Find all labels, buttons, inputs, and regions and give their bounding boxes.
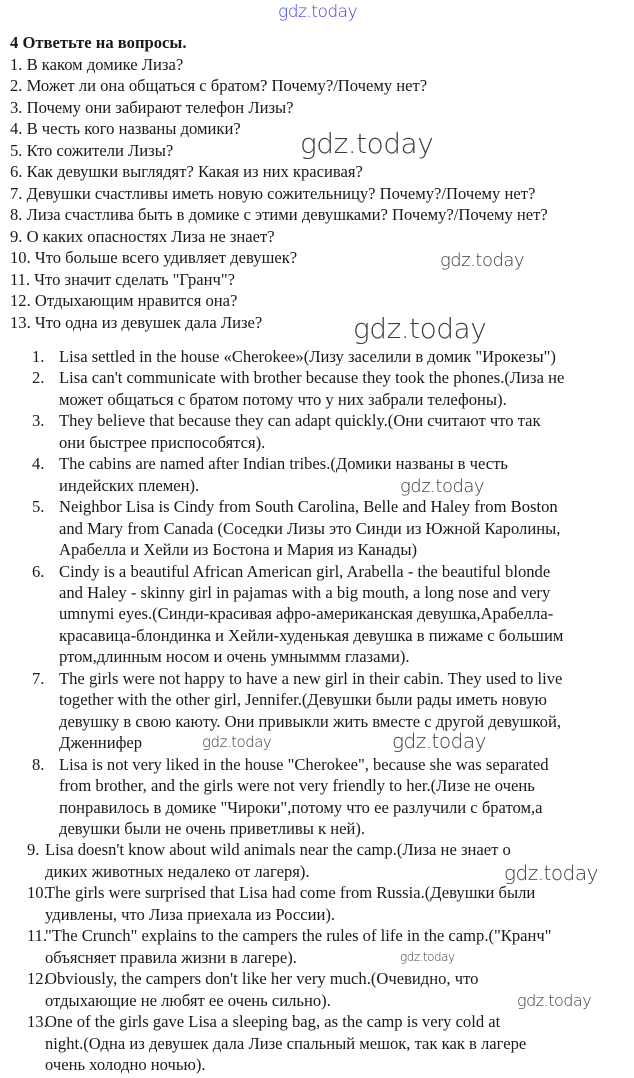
answer-line: диких животных недалеко от лагеря). xyxy=(45,861,310,881)
answer-line: очень холодно ночью). xyxy=(45,1054,206,1074)
question-item: 8. Лиза счастлива быть в домике с этими девушками? Почему?/Почему нет? xyxy=(10,205,548,224)
answer-line: One of the girls gave Lisa a sleeping bag, as the camp is very cold at xyxy=(45,1012,501,1032)
answer-line: Lisa doesn't know about wild animals near the camp.(Лиза не знает о xyxy=(45,840,511,860)
answer-number: 7. xyxy=(32,668,45,688)
question-item: 13. Что одна из девушек дала Лизе? xyxy=(10,312,263,332)
answers-list xyxy=(0,346,634,1075)
answer-item xyxy=(0,346,634,367)
exercise-title: 4 Ответьте на вопросы. xyxy=(10,33,187,52)
answer-number: 4. xyxy=(32,454,45,474)
question-item: 11. Что значит сделать "Гранч"? xyxy=(10,269,236,289)
answer-line: The girls were not happy to have a new girl in their cabin. They used to live xyxy=(59,668,563,688)
watermark: gdz.today xyxy=(300,127,434,160)
question-item: 7. Девушки счастливы иметь новую сожительницу? Почему?/Почему нет? xyxy=(10,183,536,203)
answer-line: индейских племен). xyxy=(59,475,200,495)
watermark: gdz.today xyxy=(278,2,358,22)
watermark: gdz.today xyxy=(440,250,525,271)
watermark: gdz.today xyxy=(353,312,487,345)
answer-line: красавица-блондинка и Хейли-худенькая девушка в пижаме с большим xyxy=(59,625,564,645)
answer-line: Lisa can't communicate with brother because they took the phones.(Лиза не xyxy=(59,368,565,388)
answer-line: понравилось в домике "Чироки",потому что ее разлучили с братом,а xyxy=(59,797,543,817)
answer-item xyxy=(0,367,634,410)
question-item: 12. Отдыхающим нравится она? xyxy=(10,291,238,310)
answer-line: Neighbor Lisa is Cindy from South Carolina, Belle and Haley from Boston xyxy=(59,497,558,517)
answer-number: 9. xyxy=(27,840,40,860)
answer-line: девушку в свою каюту. Они привыкли жить вместе с другой девушкой, xyxy=(59,711,561,731)
watermark: gdz.today xyxy=(504,861,598,885)
answer-line: Cindy is a beautiful African American girl, Arabella - the beautiful blonde xyxy=(59,561,551,581)
question-item: 5. Кто сожители Лизы? xyxy=(10,140,174,160)
watermark: gdz.today xyxy=(517,991,592,1010)
answer-line: from brother, and the girls were not very friendly to her.(Лизе не очень xyxy=(59,776,535,796)
answer-line: удивлены, что Лиза приехала из России). xyxy=(45,904,336,924)
answer-line: Obviously, the campers don't like her very much.(Очевидно, что xyxy=(45,969,479,989)
answer-line: "The Crunch" explains to the campers the rules of life in the camp.("Кранч" xyxy=(45,926,552,946)
answer-item xyxy=(0,410,634,453)
answer-line: Дженнифер xyxy=(59,733,142,753)
answer-line: The girls were surprised that Lisa had come from Russia.(Девушки были xyxy=(45,883,536,903)
questions-list xyxy=(10,54,548,334)
answer-line: together with the other girl, Jennifer.(Девушки были рады иметь новую xyxy=(59,690,547,710)
answer-line: umnymi eyes.(Синди-красивая афро-американская девушка,Арабелла- xyxy=(59,604,554,624)
answer-item xyxy=(0,668,634,754)
question-item: 6. Как девушки выглядят? Какая из них красивая? xyxy=(10,162,363,181)
answer-line: and Mary from Canada (Соседки Лизы это Синди из Южной Каролины, xyxy=(59,518,561,538)
watermark: gdz.today xyxy=(202,733,272,751)
answer-number: 10. xyxy=(27,883,48,903)
question-item: 9. О каких опасностях Лиза не знает? xyxy=(10,226,275,246)
answer-number: 12. xyxy=(27,969,48,989)
question-item: 4. В честь кого названы домики? xyxy=(10,119,241,138)
answer-line: ртом,длинным носом и очень умныммм глазами). xyxy=(59,647,410,667)
answer-item xyxy=(0,1011,634,1075)
answer-line: они быстрее приспособятся). xyxy=(59,432,266,452)
answer-item xyxy=(0,453,634,496)
answer-line: night.(Одна из девушек дала Лизе спальный мешок, так как в лагере xyxy=(45,1033,527,1053)
answer-line: девушки были не очень приветливы к ней). xyxy=(59,818,366,838)
answer-line: Арабелла и Хейли из Бостона и Мария из Канады) xyxy=(59,540,418,560)
question-item: 3. Почему они забирают телефон Лизы? xyxy=(10,97,294,117)
answer-line: They believe that because they can adapt quickly.(Они считают что так xyxy=(59,411,541,431)
answer-item xyxy=(0,925,634,968)
answer-number: 13. xyxy=(27,1012,48,1032)
answer-item xyxy=(0,754,634,840)
answer-number: 2. xyxy=(32,368,45,388)
question-item: 1. В каком домике Лиза? xyxy=(10,54,184,74)
answer-line: объясняет правила жизни в лагере). xyxy=(45,947,297,967)
watermark: gdz.today xyxy=(392,729,486,753)
answer-number: 3. xyxy=(32,411,45,431)
answer-number: 8. xyxy=(32,754,45,774)
question-item: 10. Что больше всего удивляет девушек? xyxy=(10,248,298,267)
answer-line: and Haley - skinny girl in pajamas with a big mouth, a long nose and very xyxy=(59,582,551,602)
answer-item xyxy=(0,561,634,668)
answer-line: The cabins are named after Indian tribes.(Домики названы в честь xyxy=(59,454,508,474)
watermark: gdz.today xyxy=(400,476,485,497)
answer-number: 1. xyxy=(32,347,45,366)
answer-line: Lisa settled in the house «Cherokee»(Лизу заселили в домик "Ирокезы") xyxy=(59,347,556,366)
answer-line: отдыхающие не любят ее очень сильно). xyxy=(45,990,331,1010)
answer-number: 5. xyxy=(32,497,45,517)
answer-number: 6. xyxy=(32,561,45,581)
answer-line: может общаться с братом потому что у них забрали телефоны). xyxy=(59,389,507,409)
answer-line: Lisa is not very liked in the house "Cherokee", because she was separated xyxy=(59,754,549,774)
watermark: gdz.today xyxy=(400,950,455,964)
answer-item xyxy=(0,882,634,925)
answer-number: 11. xyxy=(27,926,48,946)
questions-section xyxy=(10,32,548,333)
question-item: 2. Может ли она общаться с братом? Почему?/Почему нет? xyxy=(10,76,428,95)
answer-item xyxy=(0,496,634,560)
